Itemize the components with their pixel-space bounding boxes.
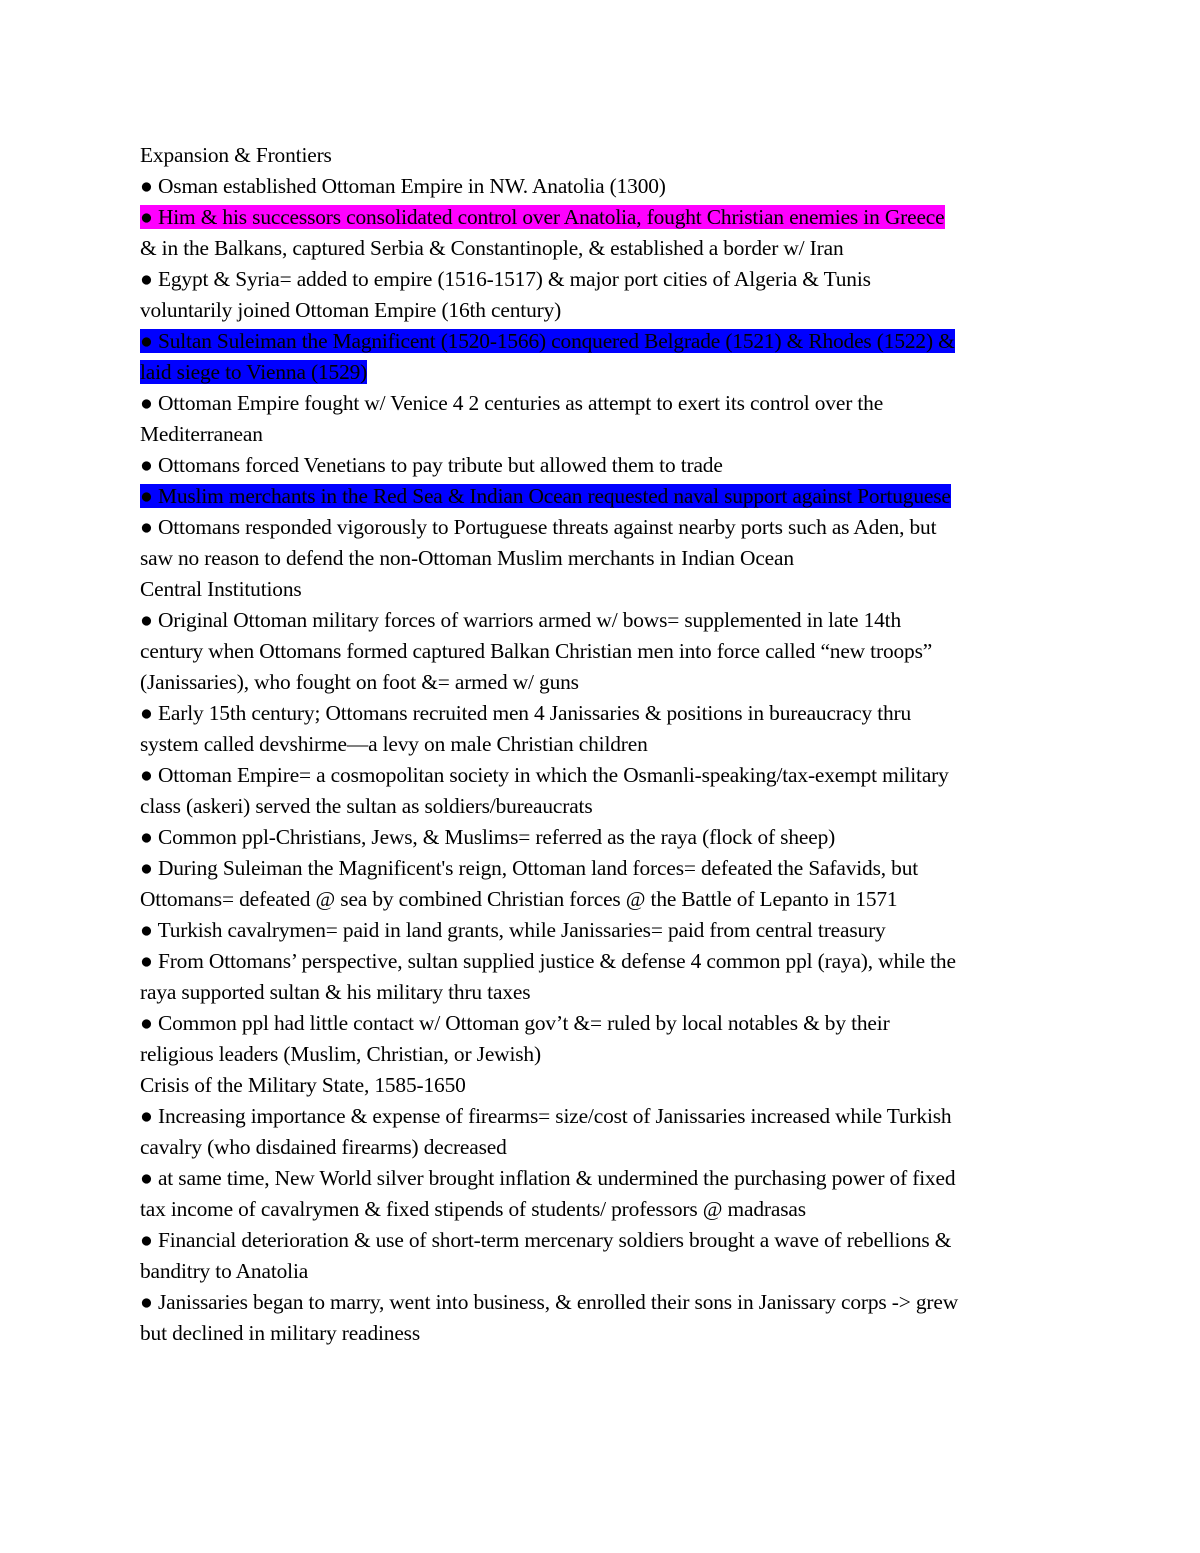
- continuation-line: [140, 419, 1065, 450]
- line-text: ● Original Ottoman military forces of warriors armed w/ bows= supplemented in late 14th: [140, 608, 902, 632]
- bullet-line: [140, 1101, 1065, 1132]
- section-heading: [140, 140, 1065, 171]
- highlighted-line: [140, 357, 1065, 388]
- line-text: ● Ottoman Empire= a cosmopolitan society in which the Osmanli-speaking/tax-exempt military: [140, 763, 949, 787]
- line-text: class (askeri) served the sultan as soldiers/bureaucrats: [140, 794, 593, 818]
- bullet-line: [140, 450, 1065, 481]
- line-text: & in the Balkans, captured Serbia & Constantinople, & established a border w/ Iran: [140, 236, 844, 260]
- section-heading: [140, 574, 1065, 605]
- continuation-line: [140, 791, 1065, 822]
- line-text: ● Early 15th century; Ottomans recruited men 4 Janissaries & positions in bureaucracy thru: [140, 701, 912, 725]
- continuation-line: [140, 636, 1065, 667]
- continuation-line: [140, 1256, 1065, 1287]
- bullet-line: [140, 915, 1065, 946]
- line-text: ● Janissaries began to marry, went into business, & enrolled their sons in Janissary corps -> grew: [140, 1290, 959, 1314]
- line-text: voluntarily joined Ottoman Empire (16th century): [140, 298, 562, 322]
- continuation-line: [140, 884, 1065, 915]
- bullet-line: [140, 1008, 1065, 1039]
- line-text: ● Ottoman Empire fought w/ Venice 4 2 centuries as attempt to exert its control over the: [140, 391, 884, 415]
- line-text: ● Osman established Ottoman Empire in NW. Anatolia (1300): [140, 174, 666, 198]
- highlighted-line: [140, 481, 1065, 512]
- line-text: Ottomans= defeated @ sea by combined Christian forces @ the Battle of Lepanto in 1571: [140, 887, 898, 911]
- line-text: religious leaders (Muslim, Christian, or Jewish): [140, 1042, 541, 1066]
- bullet-line: [140, 760, 1065, 791]
- bullet-line: [140, 822, 1065, 853]
- continuation-line: [140, 295, 1065, 326]
- line-text: ● Common ppl had little contact w/ Ottoman gov’t &= ruled by local notables & by their: [140, 1011, 890, 1035]
- line-text: banditry to Anatolia: [140, 1259, 309, 1283]
- line-text: ● Ottomans responded vigorously to Portuguese threats against nearby ports such as Aden, but: [140, 515, 937, 539]
- section-heading: [140, 1070, 1065, 1101]
- continuation-line: [140, 1132, 1065, 1163]
- bullet-line: [140, 853, 1065, 884]
- line-text: ● Egypt & Syria= added to empire (1516-1517) & major port cities of Algeria & Tunis: [140, 267, 871, 291]
- continuation-line: [140, 977, 1065, 1008]
- bullet-line: [140, 605, 1065, 636]
- continuation-line: [140, 543, 1065, 574]
- continuation-line: [140, 1194, 1065, 1225]
- blue-highlight: ● Sultan Suleiman the Magnificent (1520-1566) conquered Belgrade (1521) & Rhodes (1522) &: [140, 329, 955, 353]
- line-text: ● Financial deterioration & use of short-term mercenary soldiers brought a wave of rebellions &: [140, 1228, 952, 1252]
- line-text: ● Increasing importance & expense of firearms= size/cost of Janissaries increased while Turkish: [140, 1104, 952, 1128]
- line-text: century when Ottomans formed captured Balkan Christian men into force called “new troops”: [140, 639, 933, 663]
- bullet-line: [140, 946, 1065, 977]
- bullet-line: [140, 1287, 1065, 1318]
- continuation-line: [140, 729, 1065, 760]
- highlighted-line: [140, 326, 1065, 357]
- highlighted-line: [140, 202, 1065, 233]
- line-text: raya supported sultan & his military thru taxes: [140, 980, 531, 1004]
- line-text: ● at same time, New World silver brought inflation & undermined the purchasing power of fixed: [140, 1166, 956, 1190]
- bullet-line: [140, 1225, 1065, 1256]
- magenta-highlight: ● Him & his successors consolidated control over Anatolia, fought Christian enemies in Greece: [140, 205, 945, 229]
- bullet-line: [140, 512, 1065, 543]
- bullet-line: [140, 388, 1065, 419]
- line-text: (Janissaries), who fought on foot &= armed w/ guns: [140, 670, 579, 694]
- continuation-line: [140, 667, 1065, 698]
- blue-highlight: laid siege to Vienna (1529): [140, 360, 368, 384]
- bullet-line: [140, 698, 1065, 729]
- continuation-line: [140, 1318, 1065, 1349]
- document-page: [140, 140, 1065, 1349]
- bullet-line: [140, 171, 1065, 202]
- line-text: ● From Ottomans’ perspective, sultan supplied justice & defense 4 common ppl (raya), while the: [140, 949, 956, 973]
- line-text: Crisis of the Military State, 1585-1650: [140, 1073, 466, 1097]
- line-text: ● During Suleiman the Magnificent's reign, Ottoman land forces= defeated the Safavids, but: [140, 856, 919, 880]
- continuation-line: [140, 1039, 1065, 1070]
- line-text: system called devshirme—a levy on male Christian children: [140, 732, 648, 756]
- line-text: saw no reason to defend the non-Ottoman Muslim merchants in Indian Ocean: [140, 546, 794, 570]
- continuation-line: [140, 233, 1065, 264]
- line-text: but declined in military readiness: [140, 1321, 421, 1345]
- line-text: cavalry (who disdained firearms) decreased: [140, 1135, 507, 1159]
- line-text: Expansion & Frontiers: [140, 143, 332, 167]
- line-text: Central Institutions: [140, 577, 302, 601]
- line-text: Mediterranean: [140, 422, 263, 446]
- line-text: ● Common ppl-Christians, Jews, & Muslims= referred as the raya (flock of sheep): [140, 825, 836, 849]
- line-text: tax income of cavalrymen & fixed stipends of students/ professors @ madrasas: [140, 1197, 806, 1221]
- blue-highlight: ● Muslim merchants in the Red Sea & Indian Ocean requested naval support against Portuguese: [140, 484, 951, 508]
- line-text: ● Turkish cavalrymen= paid in land grants, while Janissaries= paid from central treasury: [140, 918, 886, 942]
- bullet-line: [140, 264, 1065, 295]
- bullet-line: [140, 1163, 1065, 1194]
- line-text: ● Ottomans forced Venetians to pay tribute but allowed them to trade: [140, 453, 723, 477]
